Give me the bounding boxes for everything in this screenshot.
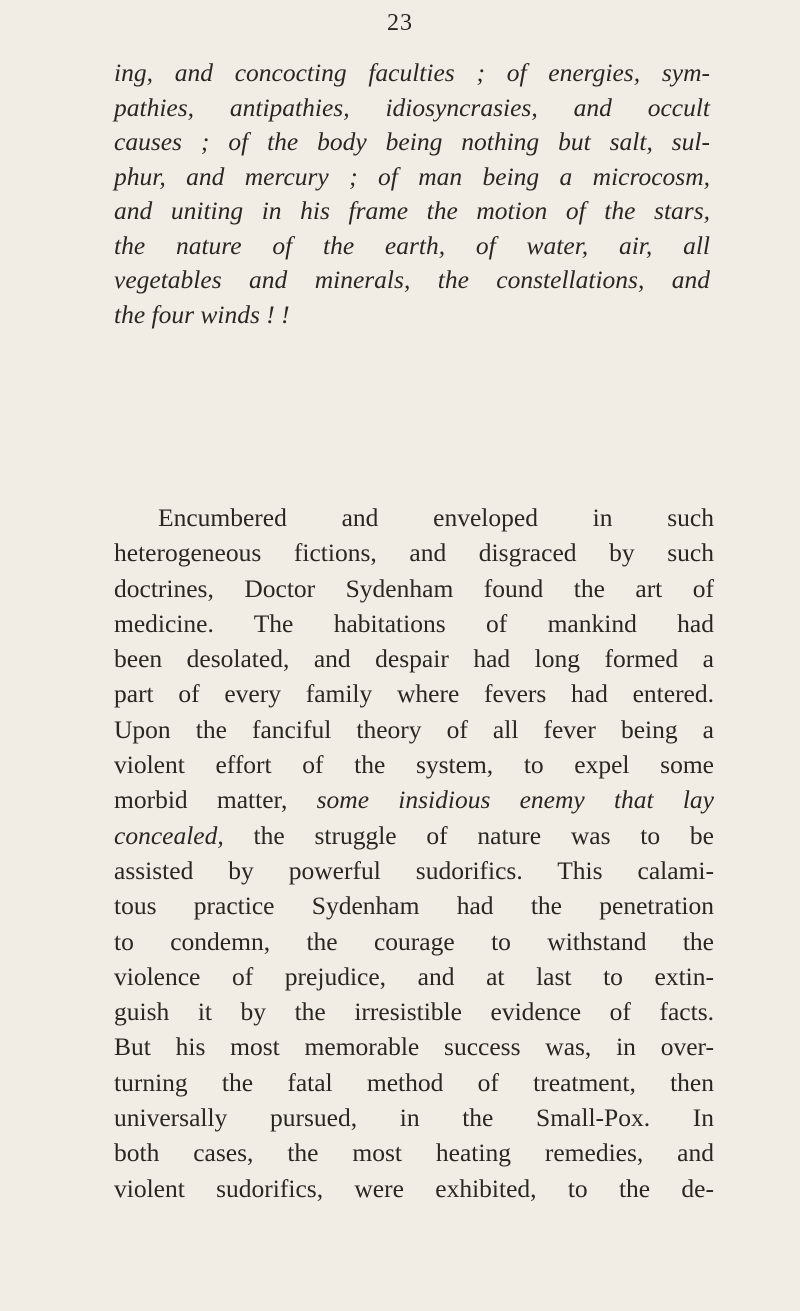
text-line: causes ; of the body being nothing but salt, sul- [114,127,710,156]
text-line: doctrines, Doctor Sydenham found the art of [114,573,714,603]
text-line: ing, and concocting faculties ; of energies, sym- [114,58,710,87]
text-line: tous practice Sydenham had the penetration [114,891,714,921]
text-line: phur, and mercury ; of man being a microcosm, [114,161,710,191]
text-line [114,818,714,853]
text-line: Encumbered and enveloped in such [158,503,714,532]
text-line: both cases, the most heating remedies, and [114,1138,714,1168]
text-line: universally pursued, in the Small-Pox. In [114,1103,714,1133]
text-line: and uniting in his frame the motion of the stars, [114,196,710,225]
page-number: 23 [387,10,413,36]
text-line: to condemn, the courage to withstand the [114,926,714,956]
text-line: turning the fatal method of treatment, then [114,1067,714,1097]
text-line: violence of prejudice, and at last to extin- [114,961,714,991]
text-line: part of every family where fevers had entered. [114,679,714,709]
italic-segment: concealed, [114,820,224,850]
text-line: been desolated, and despair had long formed a [114,644,714,674]
text-line: pathies, antipathies, idiosyncrasies, and occult [114,92,710,122]
text-line: assisted by powerful sudorifics. This calami- [114,855,714,885]
text-line: But his most memorable success was, in over- [114,1032,714,1062]
body-paragraph [114,500,714,1206]
text-segment: the struggle of nature was to be [223,820,714,850]
italic-segment: some insidious enemy that lay [316,785,715,815]
text-line: violent sudorifics, were exhibited, to the de- [114,1173,714,1203]
text-line: violent effort of the system, to expel some [114,750,714,780]
text-line: medicine. The habitations of mankind had [114,608,714,638]
text-line [114,782,714,817]
text-line: heterogeneous fictions, and disgraced by such [114,538,714,568]
italic-passage [114,56,710,332]
text-line: guish it by the irresistible evidence of facts. [114,997,714,1027]
text-line: vegetables and minerals, the constellations, and [114,265,710,294]
text-segment: morbid matter, [114,785,317,815]
text-line: Upon the fanciful theory of all fever being a [114,714,714,744]
text-line: the nature of the earth, of water, air, all [114,230,710,260]
text-line: the four winds ! ! [114,299,290,329]
